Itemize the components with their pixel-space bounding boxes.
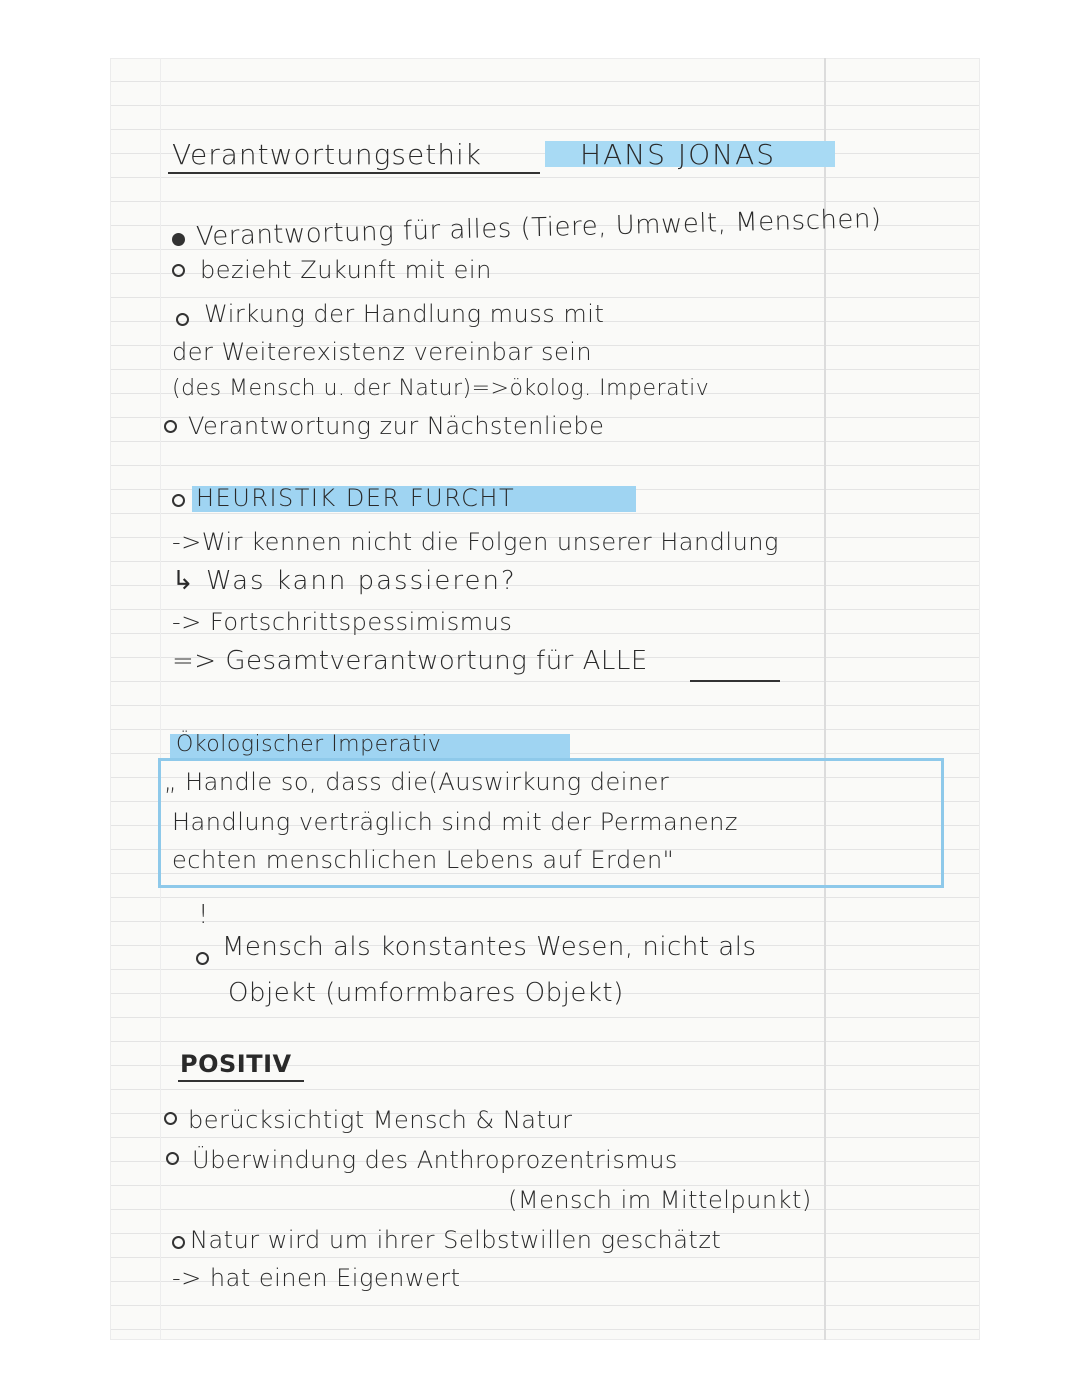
bullet bbox=[196, 952, 209, 965]
heuristik-line-1: ->Wir kennen nicht die Folgen unserer Handlung bbox=[172, 528, 779, 556]
bullet bbox=[164, 1112, 177, 1125]
title-name: HANS JONAS bbox=[580, 138, 776, 171]
positiv-line-4: Natur wird um ihrer Selbstwillen geschätzt bbox=[190, 1226, 722, 1254]
title-main: Verantwortungsethik bbox=[172, 138, 482, 171]
bullet bbox=[164, 420, 177, 433]
left-margin-line bbox=[160, 58, 161, 1340]
section1-line-2: bezieht Zukunft mit ein bbox=[200, 256, 492, 284]
alle-underline bbox=[690, 680, 780, 682]
bullet bbox=[176, 313, 189, 326]
bullet bbox=[166, 1152, 179, 1165]
bullet bbox=[172, 233, 185, 246]
positiv-heading: POSITIV bbox=[180, 1050, 292, 1078]
section1-line-3: Wirkung der Handlung muss mit bbox=[204, 300, 605, 328]
note-line-2: Objekt (umformbares Objekt) bbox=[228, 978, 624, 1008]
bullet bbox=[172, 1236, 185, 1249]
bullet bbox=[172, 494, 185, 507]
positiv-line-2: Überwindung des Anthroprozentrismus bbox=[192, 1146, 678, 1174]
positiv-underline bbox=[178, 1080, 304, 1082]
section1-line-6: Verantwortung zur Nächstenliebe bbox=[188, 412, 605, 440]
positiv-line-5: -> hat einen Eigenwert bbox=[172, 1264, 461, 1292]
title-underline bbox=[168, 172, 540, 174]
heuristik-heading: HEURISTIK DER FURCHT bbox=[196, 484, 516, 512]
right-margin-line bbox=[824, 58, 826, 1340]
heuristik-line-3: -> Fortschrittspessimismus bbox=[172, 608, 513, 636]
imperativ-line-1: „ Handle so, dass die(Auswirkung deiner bbox=[164, 768, 670, 796]
imperativ-line-2: Handlung verträglich sind mit der Permanenz bbox=[172, 808, 738, 836]
heuristik-line-4: => Gesamtverantwortung für ALLE bbox=[172, 646, 648, 676]
section1-line-5: (des Mensch u. der Natur)=>ökolog. Imperativ bbox=[172, 376, 710, 401]
imperativ-line-3: echten menschlichen Lebens auf Erden" bbox=[172, 846, 675, 874]
note-line-1: Mensch als konstantes Wesen, nicht als bbox=[222, 932, 757, 962]
section1-line-4: der Weiterexistenz vereinbar sein bbox=[172, 338, 593, 366]
imperativ-heading: Ökologischer Imperativ bbox=[176, 732, 442, 757]
heuristik-line-2: ↳ Was kann passieren? bbox=[172, 566, 517, 596]
positiv-line-3: (Mensch im Mittelpunkt) bbox=[508, 1186, 812, 1214]
section1-line-1: Verantwortung für alles (Tiere, Umwelt, Menschen) bbox=[195, 204, 882, 252]
bullet bbox=[172, 264, 185, 277]
positiv-line-1: berücksichtigt Mensch & Natur bbox=[188, 1106, 573, 1134]
note-exclamation: ! bbox=[198, 900, 209, 930]
